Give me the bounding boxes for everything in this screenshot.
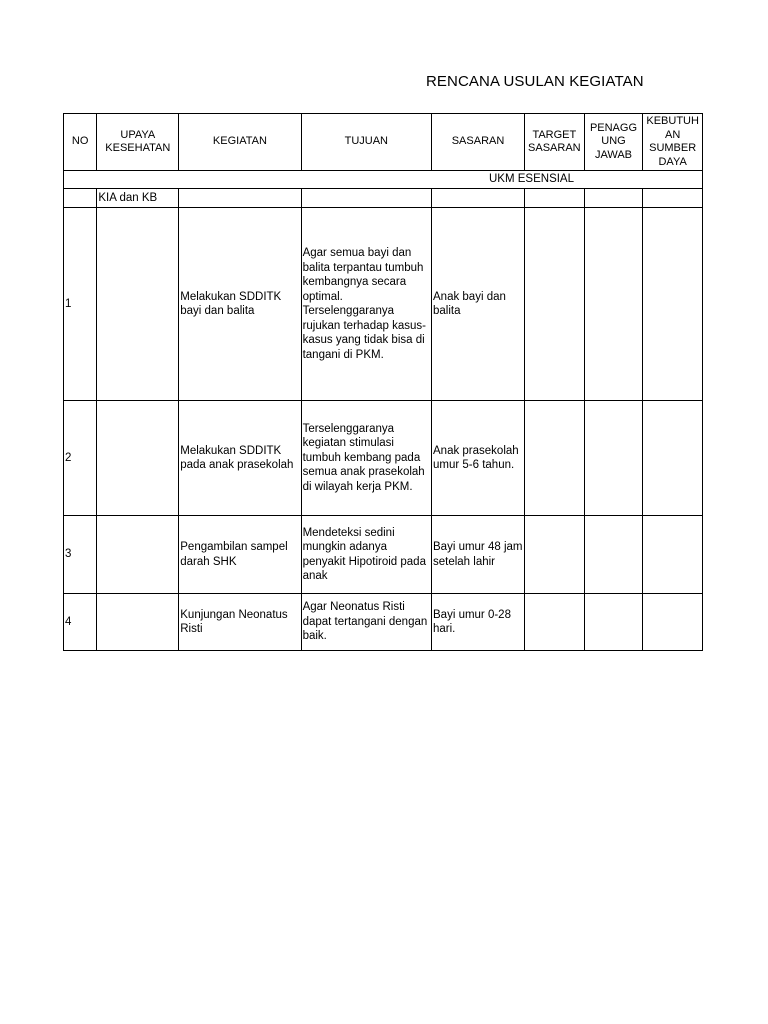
row-sasaran: Bayi umur 48 jam setelah lahir — [432, 516, 525, 594]
row-upaya — [97, 594, 179, 651]
row-sasaran: Anak bayi dan balita — [432, 208, 525, 401]
row-upaya — [97, 516, 179, 594]
row-kebutuhan — [643, 594, 703, 651]
row-kegiatan: Pengambilan sampel darah SHK — [179, 516, 301, 594]
row-tujuan: Agar semua bayi dan balita terpantau tumbuh kembangnya secara optimal. Terselenggaranya rujukan terhadap kasus-kasus yang tidak bisa di tangani di PKM. — [301, 208, 431, 401]
row-tujuan: Terselenggaranya kegiatan stimulasi tumbuh kembang pada semua anak prasekolah di wilayah kerja PKM. — [301, 401, 431, 516]
section-row — [64, 171, 703, 189]
table-cell — [584, 189, 643, 208]
row-kegiatan: Kunjungan Neonatus Risti — [179, 594, 301, 651]
row-penanggung — [584, 594, 643, 651]
table-row — [64, 594, 703, 651]
row-upaya — [97, 208, 179, 401]
header-kebutuhan-sumber-daya: KEBUTUH AN SUMBER DAYA — [643, 114, 703, 171]
table-row — [64, 516, 703, 594]
table-cell — [525, 189, 585, 208]
header-sasaran: SASARAN — [432, 114, 525, 171]
row-penanggung — [584, 401, 643, 516]
row-kebutuhan — [643, 401, 703, 516]
table-cell — [643, 189, 703, 208]
row-no: 4 — [64, 594, 97, 651]
row-kebutuhan — [643, 208, 703, 401]
header-no: NO — [64, 114, 97, 171]
row-target — [525, 516, 585, 594]
row-tujuan: Agar Neonatus Risti dapat tertangani dengan baik. — [301, 594, 431, 651]
subsection-label: KIA dan KB — [97, 189, 179, 208]
row-sasaran: Bayi umur 0-28 hari. — [432, 594, 525, 651]
table-row — [64, 401, 703, 516]
header-upaya-kesehatan: UPAYA KESEHATAN — [97, 114, 179, 171]
page-title: RENCANA USULAN KEGIATAN — [426, 73, 644, 90]
subsection-row — [64, 189, 703, 208]
row-penanggung — [584, 208, 643, 401]
row-no: 3 — [64, 516, 97, 594]
activity-plan-table — [63, 113, 703, 651]
row-no: 1 — [64, 208, 97, 401]
row-upaya — [97, 401, 179, 516]
row-target — [525, 401, 585, 516]
row-target — [525, 594, 585, 651]
section-label: UKM ESENSIAL — [64, 171, 703, 189]
table-cell — [301, 189, 431, 208]
row-kegiatan: Melakukan SDDITK bayi dan balita — [179, 208, 301, 401]
row-kegiatan: Melakukan SDDITK pada anak prasekolah — [179, 401, 301, 516]
table-row — [64, 208, 703, 401]
row-target — [525, 208, 585, 401]
header-kegiatan: KEGIATAN — [179, 114, 301, 171]
header-penanggung-jawab: PENAGG UNG JAWAB — [584, 114, 643, 171]
row-sasaran: Anak prasekolah umur 5-6 tahun. — [432, 401, 525, 516]
row-tujuan: Mendeteksi sedini mungkin adanya penyakit Hipotiroid pada anak — [301, 516, 431, 594]
table-cell — [432, 189, 525, 208]
header-tujuan: TUJUAN — [301, 114, 431, 171]
row-penanggung — [584, 516, 643, 594]
row-no: 2 — [64, 401, 97, 516]
header-row — [64, 114, 703, 171]
table-cell — [179, 189, 301, 208]
table-cell — [64, 189, 97, 208]
row-kebutuhan — [643, 516, 703, 594]
header-target-sasaran: TARGET SASARAN — [525, 114, 585, 171]
